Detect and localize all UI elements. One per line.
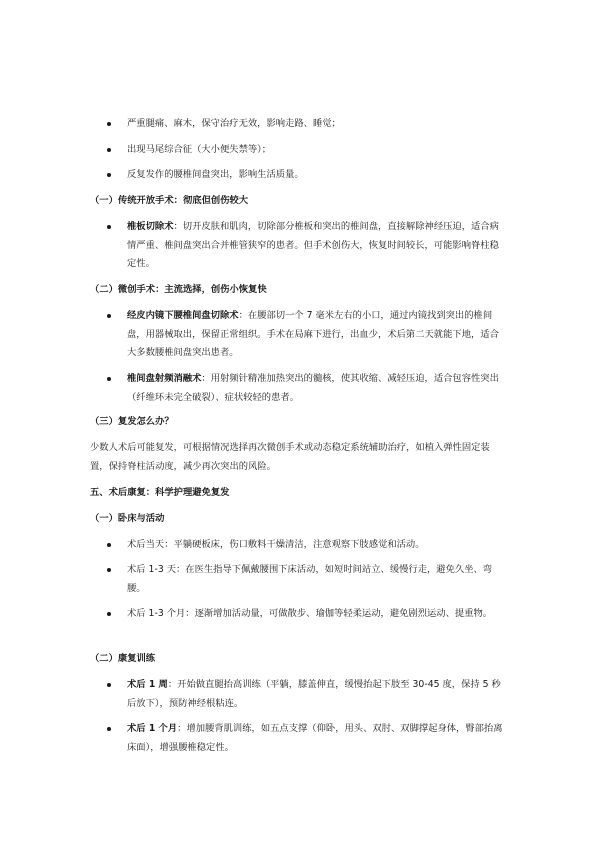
subsection-heading: （一）卧床与活动 — [90, 513, 165, 524]
list-item — [127, 676, 505, 713]
bullet-icon — [107, 543, 111, 547]
part-heading: 五、术后康复：科学护理避免复发 — [90, 487, 230, 498]
list-item: 出现马尾综合征（大小便失禁等）； — [127, 141, 505, 160]
bullet-icon — [107, 148, 111, 152]
section-heading: （一）传统开放手术：彻底但创伤较大 — [90, 195, 249, 206]
item-term: 椎间盘射频消融术 — [127, 373, 202, 384]
item-text: ：开始做直腿抬高训练（平躺，膝盖伸直，缓慢抬起下肢至 30-45 度，保持 5 秒后放下），预防神经根粘连。 — [127, 679, 501, 709]
list-item — [127, 720, 505, 757]
item-text: ：用射频针精准加热突出的髓核，使其收缩、减轻压迫，适合包容性突出（纤维环未完全破裂）、症状较轻的患者。 — [127, 373, 499, 403]
bullet-icon — [107, 727, 111, 731]
section-heading: （二）微创手术：主流选择，创伤小恢复快 — [90, 284, 267, 295]
item-text: ：在腰部切一个 7 毫米左右的小口，通过内镜找到突出的椎间盘，用器械取出，保留正常组织。手术在局麻下进行，出血少，术后第二天就能下地，适合大多数腰椎间盘突出患者。 — [127, 310, 499, 358]
bullet-icon — [107, 122, 111, 126]
item-term: 经皮内镜下腰椎间盘切除术 — [127, 310, 239, 321]
subsection-heading: （二）康复训练 — [90, 653, 156, 664]
list-item — [127, 370, 505, 407]
bullet-icon — [107, 377, 111, 381]
list-item — [127, 218, 505, 274]
list-item: 严重腿痛、麻木，保守治疗无效，影响走路、睡觉； — [127, 115, 505, 134]
bullet-icon — [107, 314, 111, 318]
list-item: 术后 1-3 个月：逐渐增加活动量，可做散步、瑜伽等轻柔运动，避免剧烈运动、提重物。 — [127, 605, 505, 624]
item-term: 术后 1 个月 — [127, 723, 178, 734]
bullet-icon — [107, 612, 111, 616]
paragraph: 少数人术后可能复发，可根据情况选择再次微创手术或动态稳定系统辅助治疗，如植入弹性固定装置，保持脊柱活动度，减少再次突出的风险。 — [90, 442, 490, 472]
item-text: ：切开皮肤和肌肉，切除部分椎板和突出的椎间盘，直接解除神经压迫，适合病情严重、椎间盘突出合并椎管狭窄的患者。但手术创伤大，恢复时间较长，可能影响脊柱稳定性。 — [127, 221, 499, 269]
item-text: ：增加腰背肌训练，如五点支撑（仰卧，用头、双肘、双脚撑起身体，臀部抬离床面），增强腰椎稳定性。 — [127, 723, 503, 753]
bullet-icon — [107, 225, 111, 229]
item-term: 椎板切除术 — [127, 221, 174, 232]
item-term: 术后 1 周 — [127, 679, 168, 690]
bullet-icon — [107, 173, 111, 177]
bullet-icon — [107, 568, 111, 572]
list-item: 术后当天：平躺硬板床，伤口敷料干燥清洁，注意观察下肢感觉和活动。 — [127, 536, 505, 555]
list-item — [127, 307, 505, 363]
list-item: 反复发作的腰椎间盘突出，影响生活质量。 — [127, 166, 505, 185]
section-heading: （三）复发怎么办？ — [90, 416, 174, 427]
bullet-icon — [107, 683, 111, 687]
list-item: 术后 1-3 天：在医生指导下佩戴腰围下床活动，如短时间站立、缓慢行走，避免久坐、弯腰。 — [127, 561, 505, 598]
